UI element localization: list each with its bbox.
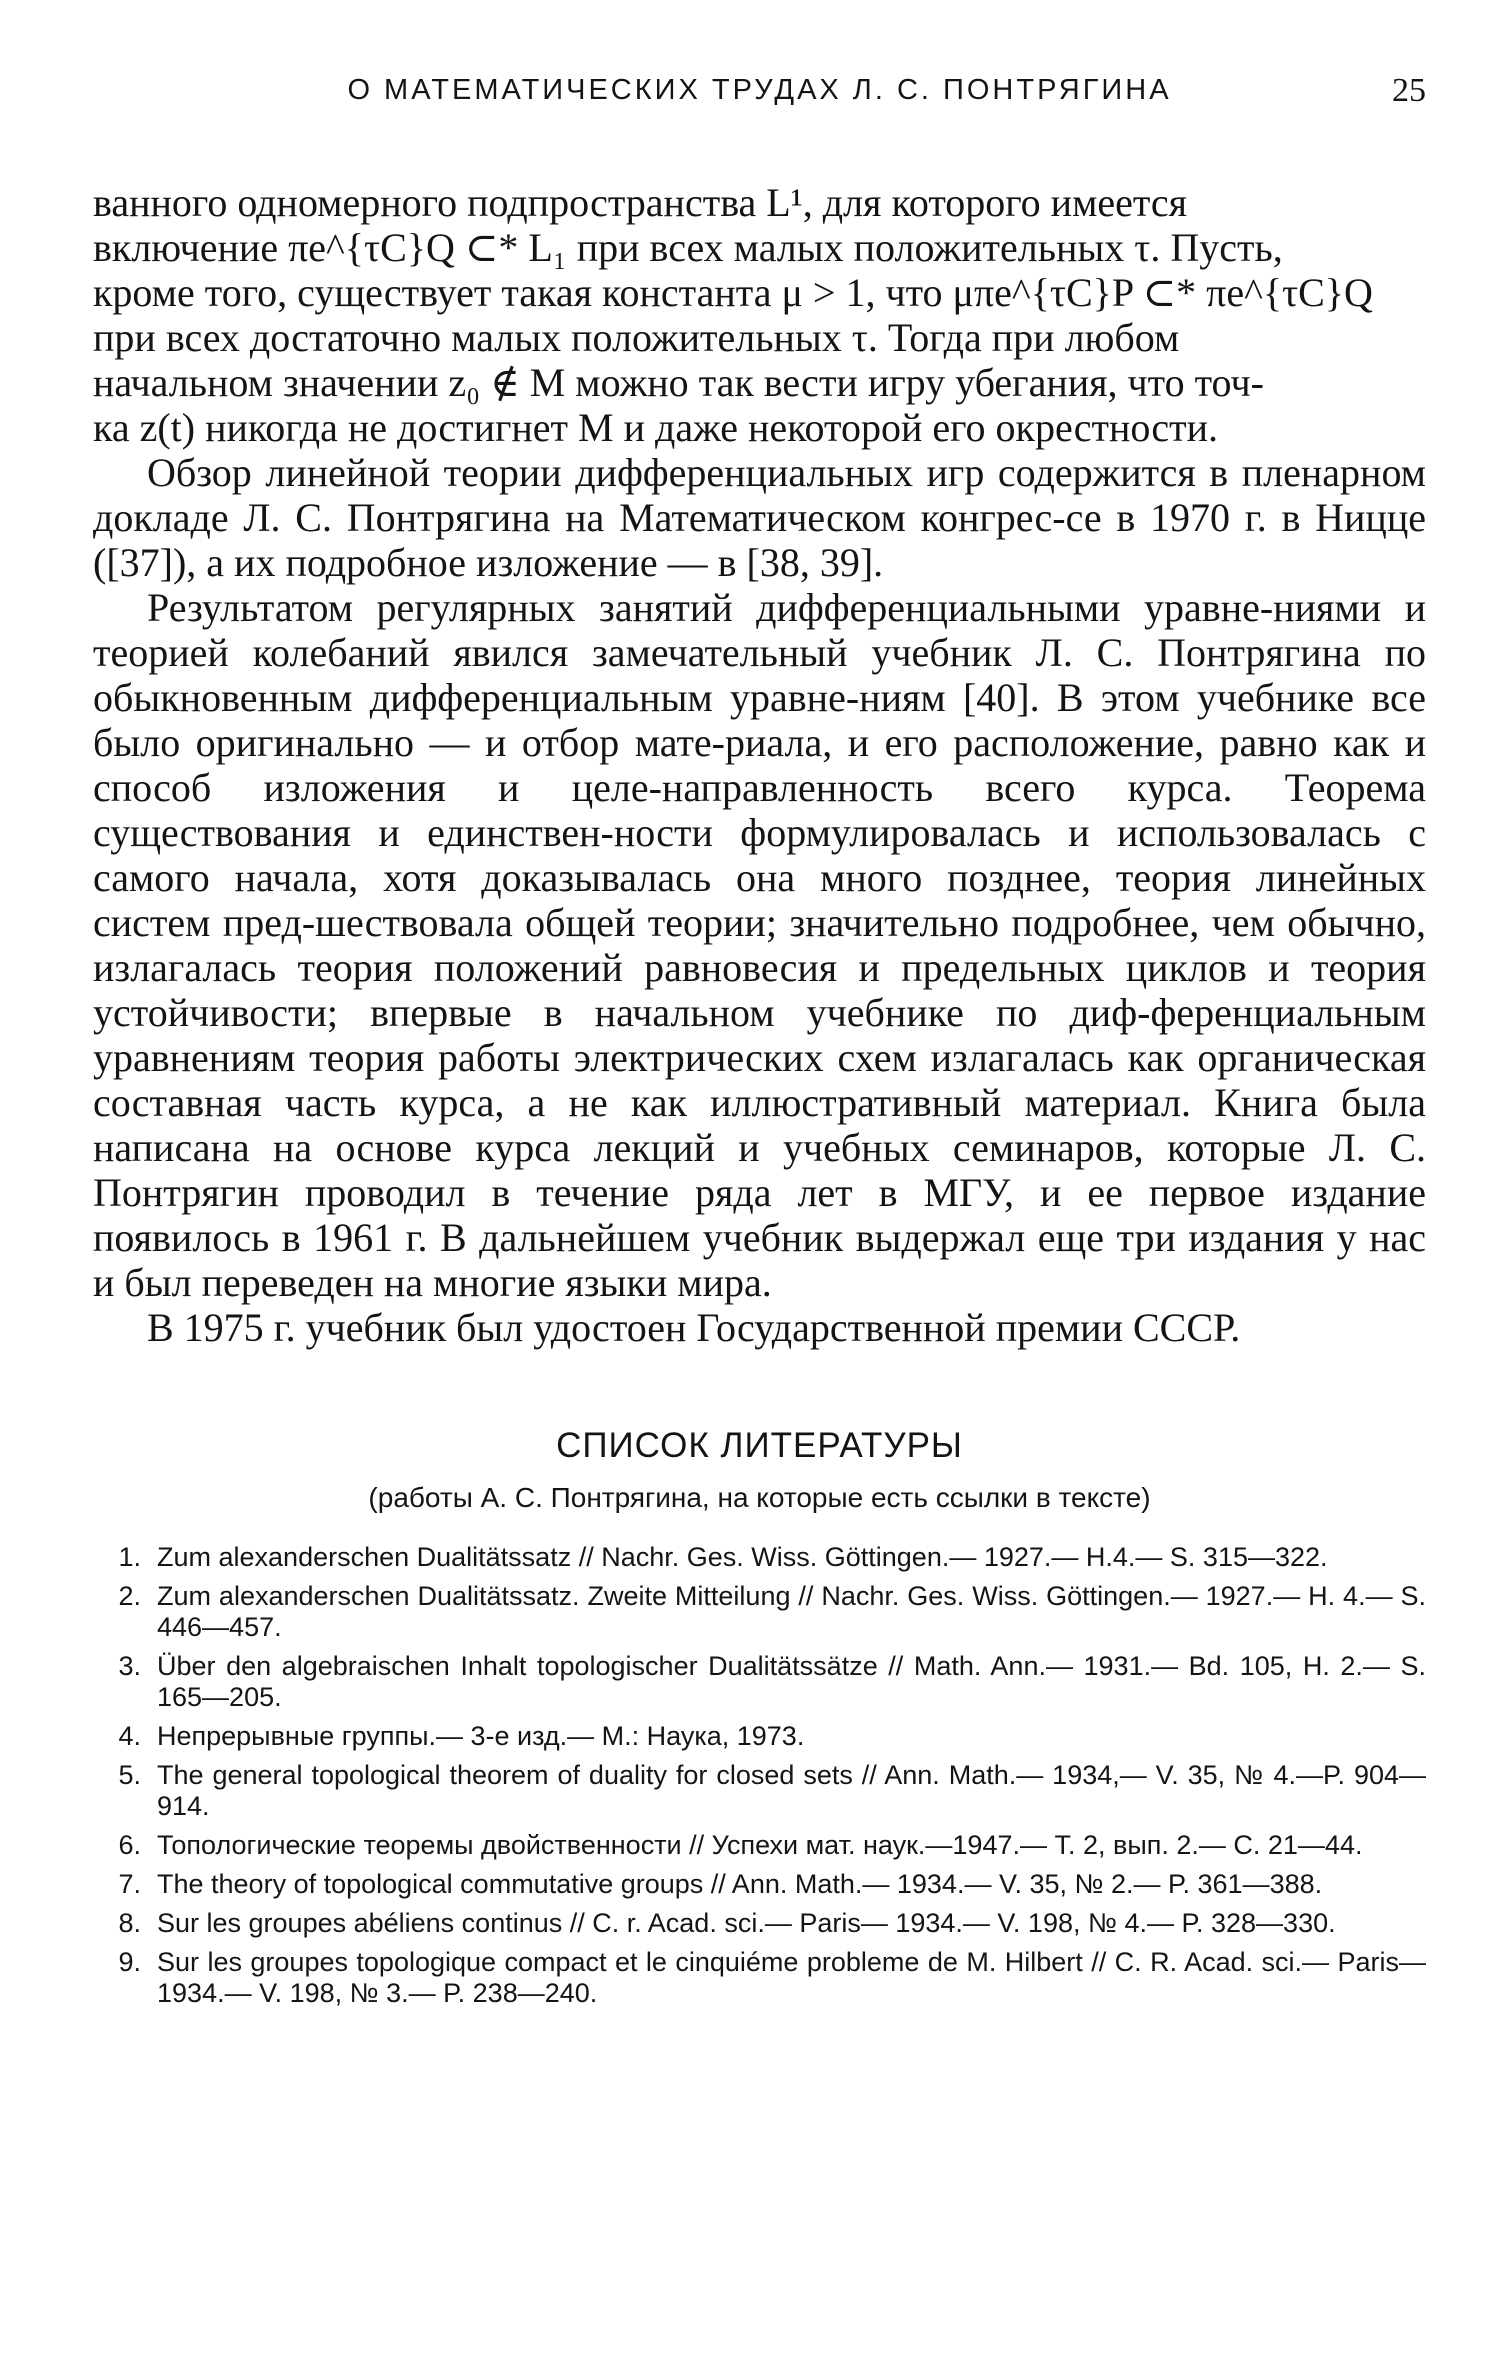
reference-text: The general topological theorem of duality for closed sets // Ann. Math.— 1934,— V. 35, № 4.—P. 904—914. [157,1760,1426,1821]
reference-item-5 [93,1760,1426,1822]
paragraph-state-prize: В 1975 г. учебник был удостоен Государственной премии СССР. [147,1305,1241,1350]
paragraph-linear-games: Обзор линейной теории дифференциальных игр содержится в пленарном докладе Л. С. Понтрягина на Математическом конгрес-се в 1970 г. в Ницце ([37]), а их подробное изложение — в [38, 39]. [93,450,1426,585]
reference-text: Zum alexanderschen Dualitätssatz. Zweite Mitteilung // Nachr. Ges. Wiss. Göttingen.— 1927.— H. 4.— S. 446—457. [157,1581,1426,1642]
reference-item-1 [93,1542,1426,1573]
reference-number: 1. [118,1542,141,1572]
reference-text: Топологические теоремы двойственности // Успехи мат. наук.—1947.— Т. 2, вып. 2.— С. 21—44. [157,1830,1363,1860]
reference-item-8 [93,1908,1426,1939]
reference-text: Sur les groupes abéliens continus // C. r. Acad. sci.— Paris— 1934.— V. 198, № 4.— P. 328—330. [157,1908,1336,1938]
reference-number: 6. [118,1830,141,1860]
reference-text: The theory of topological commutative groups // Ann. Math.— 1934.— V. 35, № 2.— P. 361—388. [157,1869,1323,1899]
reference-list [93,1542,1426,2009]
reference-number: 4. [118,1721,141,1751]
paragraph-line-6: ка z(t) никогда не достигнет M и даже некоторой его окрестности. [93,405,1218,450]
running-title: О МАТЕМАТИЧЕСКИХ ТРУДАХ Л. С. ПОНТРЯГИНА [347,74,1172,106]
reference-number: 5. [118,1760,141,1790]
reference-text: Непрерывные группы.— 3-е изд.— М.: Наука, 1973. [157,1721,805,1751]
reference-text: Sur les groupes topologique compact et le cinquiéme probleme de M. Hilbert // C. R. Acad. sci.— Paris— 1934.— V. 198, № 3.— P. 238—240. [157,1947,1426,2008]
reference-number: 2. [118,1581,141,1611]
paragraph-line-1: ванного одномерного подпространства L¹, для которого имеется [93,180,1188,225]
paragraph-line-3: кроме того, существует такая константа μ > 1, что μπe^{τC}P ⊂* πe^{τC}Q [93,270,1373,315]
page-number: 25 [1392,72,1426,109]
reference-item-2 [93,1581,1426,1643]
body-text [93,180,1426,1350]
references-subtitle: (работы А. С. Понтрягина, на которые есть ссылки в тексте) [368,1482,1151,1513]
document-page [93,60,1426,2320]
reference-text: Über den algebraischen Inhalt topologischer Dualitätssätze // Math. Ann.— 1931.— Bd. 105, H. 2.— S. 165—205. [157,1651,1426,1712]
paragraph-line-2: включение πe^{τC}Q ⊂* L₁ при всех малых положительных τ. Пусть, [93,225,1283,270]
references-title: СПИСОК ЛИТЕРАТУРЫ [556,1426,963,1465]
paragraph-line-4: при всех достаточно малых положительных τ. Тогда при любом [93,315,1180,360]
reference-item-3 [93,1651,1426,1713]
reference-item-4 [93,1721,1426,1752]
reference-number: 7. [118,1869,141,1899]
reference-item-9 [93,1947,1426,2009]
reference-item-7 [93,1869,1426,1900]
paragraph-textbook: Результатом регулярных занятий дифференциальными уравне-ниями и теорией колебаний явился замечательный учебник Л. С. Понтрягина по обыкновенным дифференциальным уравне-ниям [40]. В этом учебнике все было оригинально — и отбор мате-риала, и его расположение, равно как и способ изложения и целе-направленность всего курса. Теорема существования и единствен-ности формулировалась и использовалась с самого начала, хотя доказывалась она много позднее, теория линейных систем пред-шествовала общей теории; значительно подробнее, чем обычно, излагалась теория положений равновесия и предельных циклов и теория устойчивости; впервые в начальном учебнике по диф-ференциальным уравнениям теория работы электрических схем излагалась как органическая составная часть курса, а не как иллюстративный материал. Книга была написана на основе курса лекций и учебных семинаров, которые Л. С. Понтрягин проводил в течение ряда лет в МГУ, и ее первое издание появилось в 1961 г. В дальнейшем учебник выдержал еще три издания у нас и был переведен на многие языки мира. [93,585,1426,1305]
reference-text: Zum alexanderschen Dualitätssatz // Nachr. Ges. Wiss. Göttingen.— 1927.— H.4.— S. 315—322. [157,1542,1328,1572]
reference-number: 3. [118,1651,141,1681]
reference-item-6 [93,1830,1426,1861]
reference-number: 8. [118,1908,141,1938]
reference-number: 9. [118,1947,141,1977]
running-header [93,60,1426,120]
paragraph-line-5: начальном значении z₀ ∉ M можно так вести игру убегания, что точ- [93,360,1264,405]
